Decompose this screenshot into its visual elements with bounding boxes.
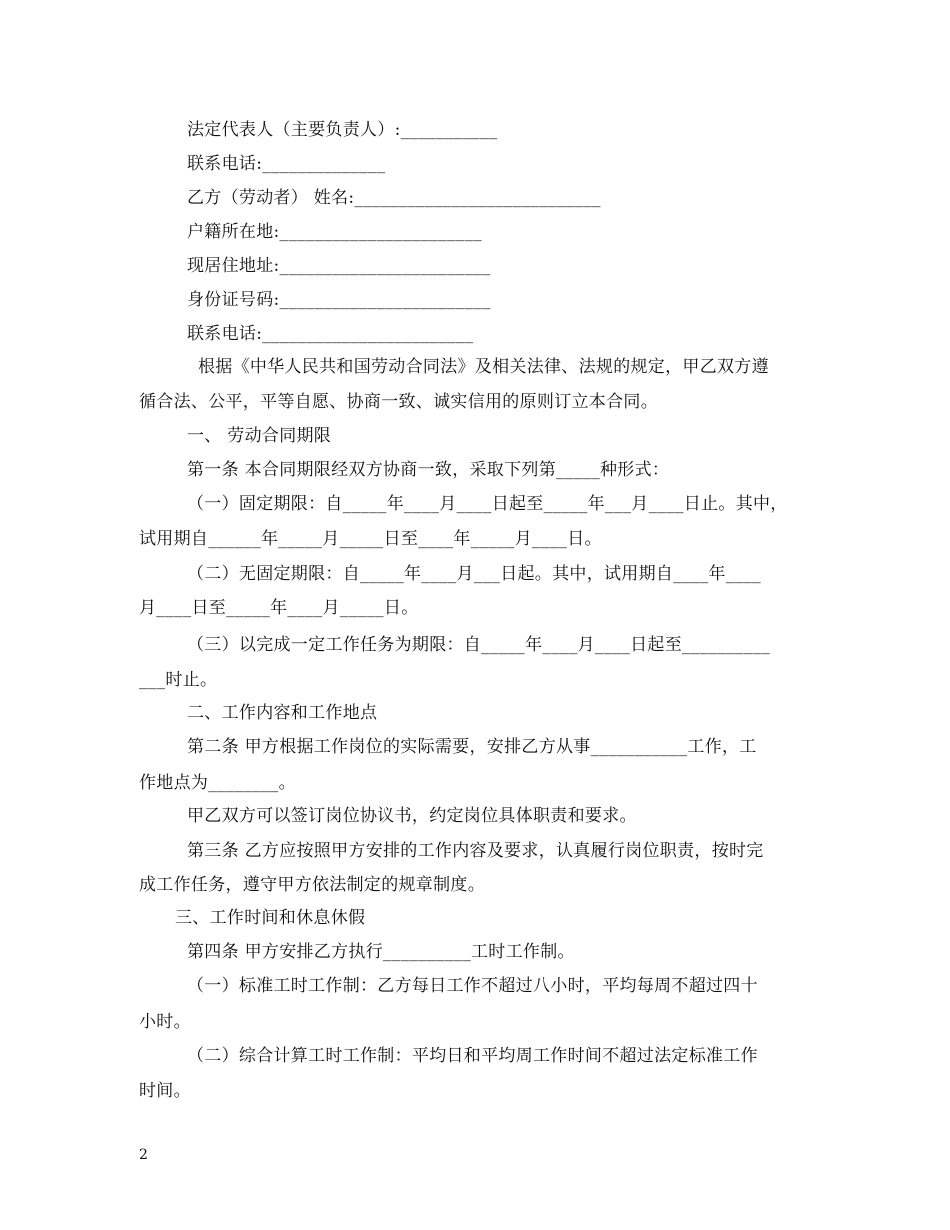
job-agreement-line: 甲乙双方可以签订岗位协议书，约定岗位具体职责和要求。 xyxy=(187,806,637,826)
task-based-term-line-1: （三）以完成一定工作任务为期限：自_____年____月____日起至__________ xyxy=(187,635,770,655)
open-ended-term-line-2: 月____日至_____年____月_____日。 xyxy=(139,598,419,618)
article-4-line: 第四条 甲方安排乙方执行__________工时工作制。 xyxy=(187,942,575,962)
section-heading-contract-term: 一、 劳动合同期限 xyxy=(187,426,332,446)
preamble-line-1: 根据《中华人民共和国劳动合同法》及相关法律、法规的规定，甲乙双方遵 xyxy=(198,357,769,377)
page-number: 2 xyxy=(139,1147,148,1163)
comprehensive-hours-line-1: （二）综合计算工时工作制：平均日和平均周工作时间不超过法定标准工作 xyxy=(187,1046,758,1066)
article-2-line-1: 第二条 甲方根据工作岗位的实际需要，安排乙方从事___________工作，工 xyxy=(187,737,757,757)
preamble-line-2: 循合法、公平，平等自愿、协商一致、诚实信用的原则订立本合同。 xyxy=(139,392,658,412)
current-address-line: 现居住地址:________________________ xyxy=(187,256,491,276)
id-number-line: 身份证号码:________________________ xyxy=(187,290,491,310)
comprehensive-hours-line-2: 时间。 xyxy=(139,1081,191,1101)
fixed-term-line-2: 试用期自______年_____月_____日至____年_____月____日。 xyxy=(139,529,602,549)
article-1-line: 第一条 本合同期限经双方协商一致，采取下列第_____种形式： xyxy=(187,460,670,480)
standard-hours-line-2: 小时。 xyxy=(139,1012,191,1032)
household-registration-line: 户籍所在地:_______________________ xyxy=(187,222,482,242)
article-3-line-2: 成工作任务，遵守甲方依法制定的规章制度。 xyxy=(139,875,485,895)
fixed-term-line-1: （一）固定期限：自_____年____月____日起至_____年___月____日止。其中， xyxy=(187,494,788,514)
contact-phone-line-employer: 联系电话:______________ xyxy=(187,154,386,174)
article-3-line-1: 第三条 乙方应按照甲方安排的工作内容及要求，认真履行岗位职责，按时完 xyxy=(187,841,764,861)
legal-representative-line: 法定代表人（主要负责人）:___________ xyxy=(187,120,498,140)
standard-hours-line-1: （一）标准工时工作制：乙方每日工作不超过八小时，平均每周不超过四十 xyxy=(187,976,758,996)
task-based-term-line-2: ___时止。 xyxy=(139,670,218,690)
section-heading-work-content: 二、工作内容和工作地点 xyxy=(187,703,378,723)
employee-name-line: 乙方（劳动者） 姓名:____________________________ xyxy=(187,188,601,208)
article-2-line-2: 作地点为________。 xyxy=(139,773,296,793)
contact-phone-line-employee: 联系电话:________________________ xyxy=(187,324,474,344)
open-ended-term-line-1: （二）无固定期限：自_____年____月___日起。其中，试用期自____年____ xyxy=(187,564,761,584)
section-heading-working-hours: 三、工作时间和休息休假 xyxy=(175,908,366,928)
